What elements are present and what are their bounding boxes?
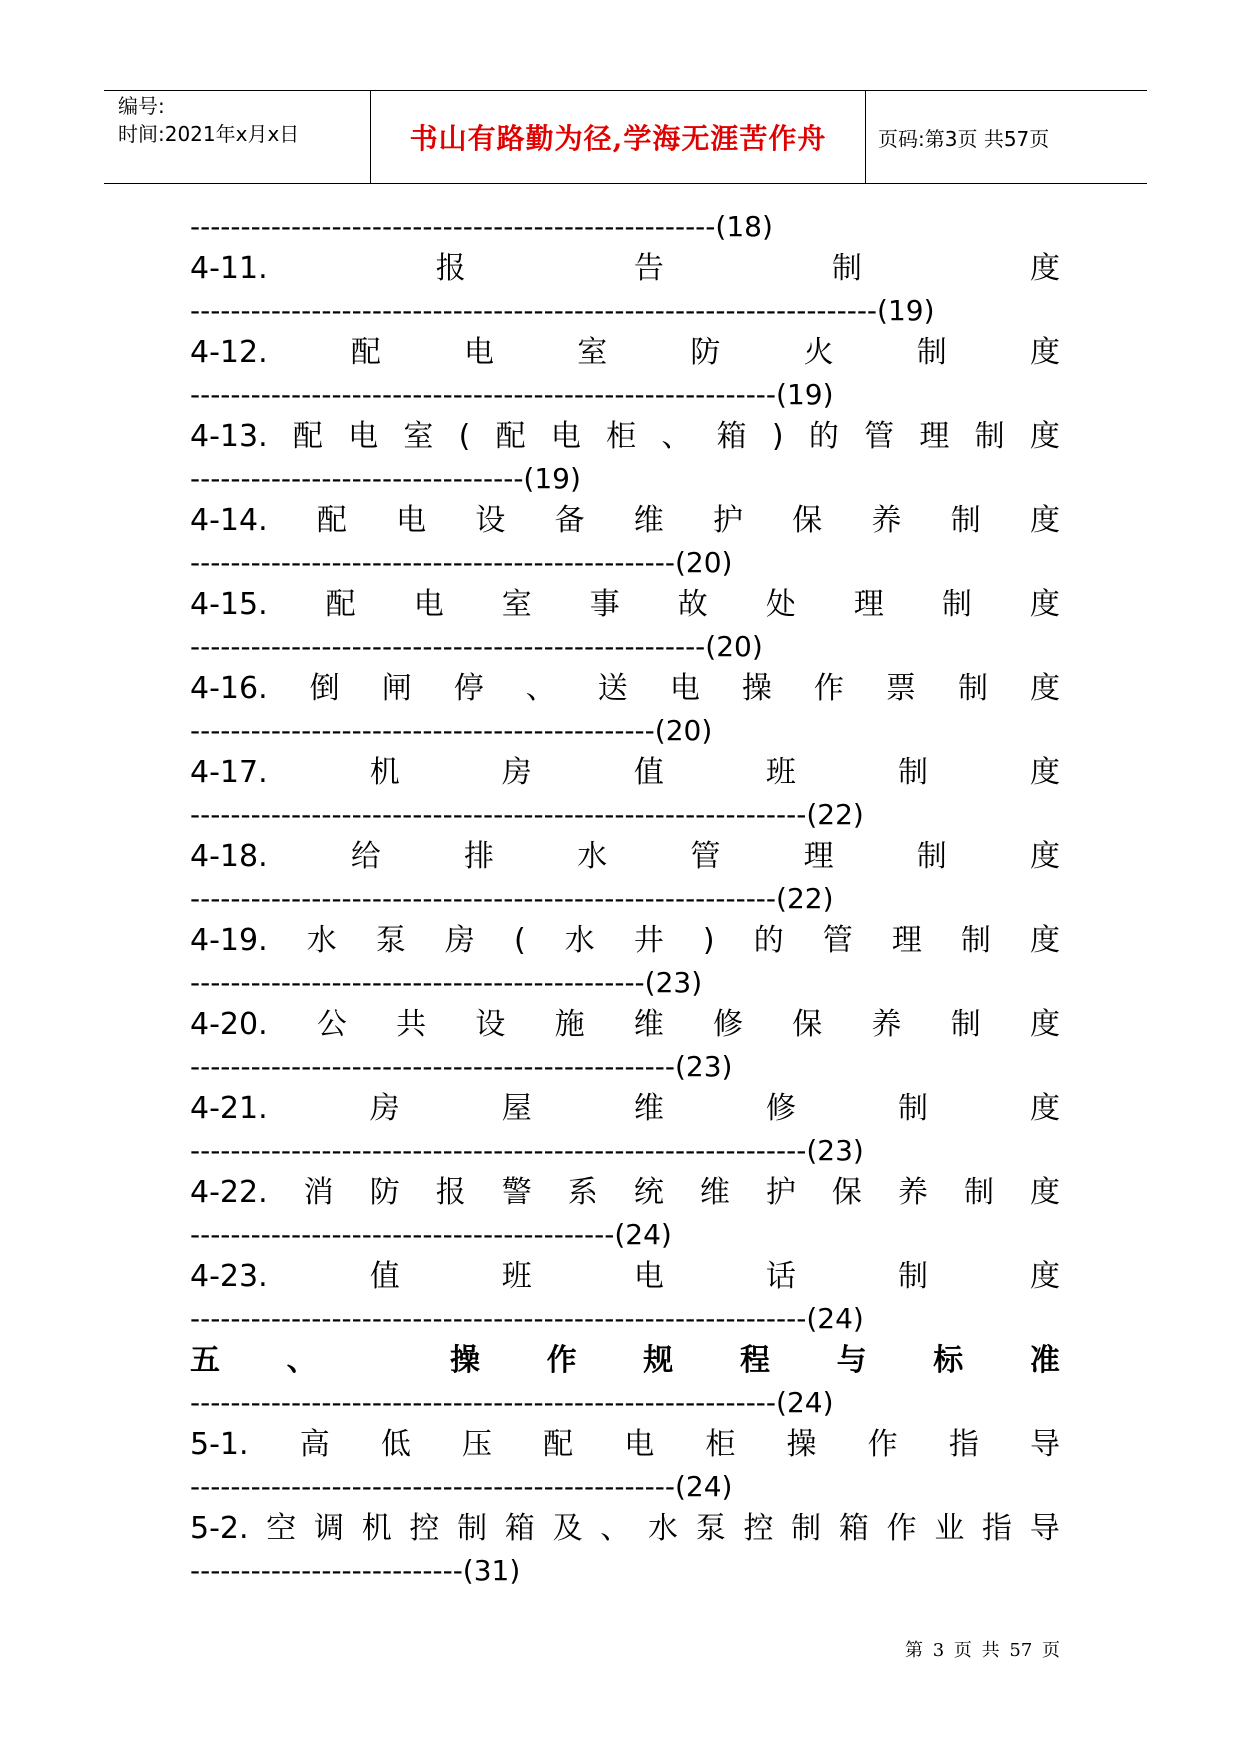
- toc-entry-char: 空: [266, 1511, 297, 1546]
- toc-entry-char: 报: [435, 251, 466, 286]
- toc-entry-char: 机: [369, 755, 400, 790]
- toc-entry-char: 机: [361, 1511, 392, 1546]
- toc-entry-char: 倒: [309, 671, 340, 706]
- toc-entry-char: 导: [1029, 1427, 1060, 1462]
- toc-entry-char: 维: [633, 1007, 664, 1042]
- table-of-contents: [190, 206, 1060, 1592]
- toc-entry-char: 修: [765, 1091, 796, 1126]
- toc-page-ref: (24): [614, 1218, 672, 1251]
- toc-entry-char: 、: [600, 1511, 631, 1546]
- toc-entry-char: 、: [286, 1343, 317, 1378]
- toc-entry-char: 理: [853, 587, 884, 622]
- toc-entry-char: 制: [941, 587, 972, 622]
- toc-entry-char: 室: [577, 335, 608, 370]
- toc-entry-char: 事: [589, 587, 620, 622]
- toc-entry-char: 水: [577, 839, 608, 874]
- toc-entry-char: 度: [1030, 1259, 1060, 1294]
- toc-entry-char: 维: [633, 503, 664, 538]
- toc-entry-title[interactable]: [190, 332, 1060, 374]
- toc-entry-char: 报: [435, 1175, 466, 1210]
- toc-dashes: ---------------------------------: [190, 462, 524, 495]
- toc-entry-title[interactable]: [190, 668, 1060, 710]
- toc-dashes: ------------------------------------------: [190, 1218, 615, 1251]
- toc-entry-char: 制: [897, 1091, 928, 1126]
- toc-entry-number: 4-21.: [190, 1091, 268, 1126]
- toc-entry-number: 4-14.: [190, 503, 268, 538]
- toc-entry-char: 制: [457, 1511, 488, 1546]
- toc-dashes: ------------------------------------------------: [190, 1050, 675, 1083]
- toc-entry-char: 配: [325, 587, 356, 622]
- toc-dashes: ------------------------------------------------: [190, 1470, 675, 1503]
- toc-entry-char: 理: [919, 419, 950, 454]
- toc-entry-char: 及: [552, 1511, 583, 1546]
- toc-entry-char: 班: [501, 1259, 532, 1294]
- page-header: [104, 90, 1147, 184]
- toc-entry-char: 制: [950, 503, 981, 538]
- toc-entry-char: 制: [963, 1175, 994, 1210]
- toc-entry-char: 管: [690, 839, 721, 874]
- toc-entry-title[interactable]: [190, 1508, 1060, 1550]
- toc-entry-title[interactable]: [190, 1424, 1060, 1466]
- toc-entry-char: 管: [864, 419, 895, 454]
- toc-entry-char: (: [458, 419, 471, 454]
- toc-entry-char: 处: [765, 587, 796, 622]
- toc-entry-number: 4-15.: [190, 587, 268, 622]
- toc-entry-char: 操: [786, 1427, 817, 1462]
- toc-leader-line: [190, 1214, 1060, 1256]
- toc-entry-char: 电: [348, 419, 379, 454]
- toc-entry-title[interactable]: [190, 836, 1060, 878]
- toc-leader-line: [190, 542, 1060, 584]
- toc-leader-line: [190, 794, 1060, 836]
- toc-entry-char: 电: [550, 419, 581, 454]
- toc-entry-title[interactable]: [190, 584, 1060, 626]
- toc-leader-line: [190, 710, 1060, 752]
- toc-entry-char: 导: [1029, 1511, 1060, 1546]
- toc-entry-char: 业: [934, 1511, 965, 1546]
- toc-leader-line: [190, 290, 1060, 332]
- toc-entry-char: ): [702, 923, 715, 958]
- toc-leader-line: [190, 1382, 1060, 1424]
- toc-entry-char: 度: [1030, 1091, 1060, 1126]
- toc-entry-char: 保: [831, 1175, 862, 1210]
- toc-entry-char: 制: [957, 671, 988, 706]
- toc-entry-char: 指: [982, 1511, 1013, 1546]
- toc-entry-char: 柜: [705, 1427, 736, 1462]
- toc-entry-title[interactable]: [190, 248, 1060, 290]
- toc-entry-char: 设: [475, 503, 506, 538]
- toc-entry-char: 度: [1030, 251, 1060, 286]
- toc-entry-number: 4-12.: [190, 335, 268, 370]
- toc-entry-char: 电: [633, 1259, 664, 1294]
- toc-entry-char: 作: [886, 1511, 917, 1546]
- toc-entry-char: 排: [464, 839, 494, 874]
- toc-dashes: ----------------------------------------------------------: [190, 882, 777, 915]
- toc-entry-number: 4-16.: [190, 671, 268, 706]
- toc-entry-number: 4-22.: [190, 1175, 268, 1210]
- toc-dashes: --------------------------------------------------------------------: [190, 294, 878, 327]
- toc-entry-char: 制: [916, 335, 947, 370]
- document-time-label: 时间:2021年x月x日: [118, 122, 300, 146]
- toc-entry-char: 制: [960, 923, 991, 958]
- toc-entry-char: 护: [765, 1175, 796, 1210]
- toc-entry-number: 5-2.: [190, 1511, 249, 1546]
- toc-entry-char: 、: [661, 419, 692, 454]
- toc-entry-char: 度: [1029, 587, 1060, 622]
- toc-entry-char: 度: [1029, 1007, 1060, 1042]
- toc-page-ref: (20): [674, 546, 733, 579]
- toc-entry-char: 护: [713, 503, 744, 538]
- toc-entry-char: 操: [741, 671, 772, 706]
- toc-entry-char: 准: [1029, 1343, 1060, 1378]
- header-center-cell: [371, 91, 866, 183]
- toc-entry-char: ): [771, 419, 784, 454]
- toc-entry-char: 度: [1029, 335, 1060, 370]
- toc-page-ref: (18): [715, 210, 773, 243]
- toc-entry-char: 配: [316, 503, 347, 538]
- toc-entry-char: 高: [299, 1427, 330, 1462]
- toc-dashes: -------------------------------------------------------------: [190, 1302, 807, 1335]
- toc-entry-char: 房: [501, 755, 532, 790]
- toc-entry-char: 调: [313, 1511, 344, 1546]
- toc-entry-char: 作: [813, 671, 844, 706]
- toc-leader-line: [190, 374, 1060, 416]
- toc-entry-char: 备: [554, 503, 585, 538]
- toc-entry-char: 度: [1029, 839, 1060, 874]
- toc-entry-char: 电: [396, 503, 427, 538]
- toc-entry-char: 养: [871, 503, 902, 538]
- toc-leader-line: [190, 1466, 1060, 1508]
- toc-leader-line: [190, 626, 1060, 668]
- toc-entry-char: 度: [1030, 755, 1060, 790]
- toc-leader-line: [190, 1550, 1060, 1592]
- toc-entry-char: 压: [461, 1427, 492, 1462]
- toc-entry-number: 4-23.: [190, 1259, 268, 1294]
- toc-entry-char: 泵: [695, 1511, 726, 1546]
- toc-entry-char: 水: [648, 1511, 679, 1546]
- toc-entry-char: 公: [316, 1007, 347, 1042]
- toc-page-ref: (23): [806, 1134, 864, 1167]
- toc-dashes: ------------------------------------------------: [190, 546, 675, 579]
- toc-entry-char: 系: [567, 1175, 598, 1210]
- toc-leader-line: [190, 1130, 1060, 1172]
- toc-entry-char: 电: [669, 671, 700, 706]
- toc-dashes: -------------------------------------------------------------: [190, 1134, 807, 1167]
- toc-entry-char: 标: [933, 1343, 964, 1378]
- toc-dashes: ---------------------------------------------: [190, 966, 645, 999]
- header-right-cell: [866, 91, 1147, 183]
- toc-page-ref: (20): [654, 714, 713, 747]
- toc-entry-char: 箱: [838, 1511, 869, 1546]
- toc-dashes: ----------------------------------------------------------: [190, 378, 777, 411]
- toc-entry-char: 制: [974, 419, 1005, 454]
- header-left-cell: [104, 91, 371, 183]
- toc-entry-char: 电: [624, 1427, 655, 1462]
- toc-entry-char: 养: [897, 1175, 928, 1210]
- toc-entry-char: 制: [831, 251, 862, 286]
- toc-entry-char: 理: [803, 839, 834, 874]
- toc-entry-char: 送: [597, 671, 628, 706]
- toc-entry-char: 水: [564, 923, 595, 958]
- toc-leader-line: [190, 1046, 1060, 1088]
- toc-page-ref: (19): [776, 378, 834, 411]
- toc-entry-char: 井: [633, 923, 664, 958]
- toc-page-ref: (24): [806, 1302, 864, 1335]
- toc-entry-char: 配: [350, 335, 381, 370]
- toc-entry-char: 柜: [606, 419, 637, 454]
- toc-entry-char: 房: [444, 923, 475, 958]
- toc-entry-char: 保: [792, 503, 823, 538]
- toc-entry-title[interactable]: [190, 1172, 1060, 1214]
- toc-entry-char: 的: [808, 419, 839, 454]
- toc-entry-char: 控: [409, 1511, 440, 1546]
- toc-dashes: ----------------------------------------------------------: [190, 1386, 777, 1419]
- toc-entry-char: 保: [792, 1007, 823, 1042]
- toc-page-ref: (23): [674, 1050, 733, 1083]
- toc-entry-char: 值: [633, 755, 664, 790]
- toc-dashes: ---------------------------------------------------: [190, 630, 706, 663]
- toc-page-ref: (31): [462, 1554, 521, 1587]
- toc-entry-number: 五: [190, 1343, 220, 1378]
- toc-entry-char: 电: [464, 335, 494, 370]
- toc-entry-char: 制: [791, 1511, 822, 1546]
- toc-entry-char: 维: [633, 1091, 664, 1126]
- toc-entry-char: 、: [525, 671, 556, 706]
- toc-dashes: ----------------------------------------------------: [190, 210, 716, 243]
- toc-entry-char: 的: [753, 923, 784, 958]
- toc-entry-char: 停: [453, 671, 484, 706]
- toc-page-ref: (22): [776, 882, 834, 915]
- toc-entry-title[interactable]: [190, 1256, 1060, 1298]
- toc-entry-char: 作: [546, 1343, 577, 1378]
- toc-entry-title[interactable]: [190, 500, 1060, 542]
- toc-entry-char: 房: [369, 1091, 400, 1126]
- toc-entry-char: 制: [897, 1259, 928, 1294]
- toc-entry-char: 班: [765, 755, 796, 790]
- toc-entry-char: 电: [413, 587, 444, 622]
- toc-leader-line: [190, 458, 1060, 500]
- toc-entry-char: 话: [765, 1259, 796, 1294]
- toc-entry-char: 防: [369, 1175, 400, 1210]
- toc-entry-char: 泵: [375, 923, 406, 958]
- toc-entry-char: 度: [1029, 419, 1060, 454]
- toc-entry-title[interactable]: [190, 1004, 1060, 1046]
- header-page-number: 页码:第3页 共57页: [878, 126, 1050, 151]
- toc-entry-char: 低: [380, 1427, 411, 1462]
- toc-entry-char: 票: [885, 671, 916, 706]
- toc-entry-number: 4-17.: [190, 755, 268, 790]
- toc-entry-char: 管: [822, 923, 853, 958]
- toc-entry-char: 室: [403, 419, 434, 454]
- toc-entry-char: 制: [950, 1007, 981, 1042]
- toc-page-ref: (19): [523, 462, 581, 495]
- toc-entry-char: 养: [871, 1007, 902, 1042]
- toc-page-ref: (24): [674, 1470, 733, 1503]
- toc-entry-number: 4-20.: [190, 1007, 268, 1042]
- toc-entry-number: 4-11.: [190, 251, 268, 286]
- toc-entry-char: 火: [803, 335, 834, 370]
- toc-entry-char: 施: [554, 1007, 585, 1042]
- toc-entry-number: 4-13.: [190, 419, 268, 454]
- toc-entry-char: 配: [292, 419, 323, 454]
- toc-entry-char: 配: [543, 1427, 574, 1462]
- toc-entry-char: 水: [306, 923, 337, 958]
- toc-entry-number: 4-19.: [190, 923, 268, 958]
- toc-page-ref: (19): [877, 294, 935, 327]
- toc-entry-char: 度: [1029, 503, 1060, 538]
- toc-entry-number: 5-1.: [190, 1427, 249, 1462]
- toc-entry-char: 箱: [716, 419, 747, 454]
- toc-entry-char: 维: [699, 1175, 730, 1210]
- toc-entry-title[interactable]: [190, 416, 1060, 458]
- toc-leader-line: [190, 878, 1060, 920]
- toc-entry-title[interactable]: [190, 1340, 1060, 1382]
- toc-entry-char: 修: [713, 1007, 744, 1042]
- toc-entry-char: 理: [891, 923, 922, 958]
- page-footer: 第 3 页 共 57 页: [905, 1640, 1060, 1661]
- toc-leader-line: [190, 206, 1060, 248]
- toc-entry-char: 设: [475, 1007, 506, 1042]
- toc-entry-char: 规: [643, 1343, 674, 1378]
- toc-entry-char: 告: [633, 251, 664, 286]
- toc-entry-char: 屋: [501, 1091, 532, 1126]
- toc-entry-title[interactable]: [190, 752, 1060, 794]
- toc-entry-char: 度: [1030, 923, 1060, 958]
- toc-entry-char: 防: [690, 335, 721, 370]
- toc-entry-char: 值: [369, 1259, 400, 1294]
- toc-entry-char: 制: [897, 755, 928, 790]
- toc-entry-char: 指: [948, 1427, 979, 1462]
- toc-entry-title[interactable]: [190, 920, 1060, 962]
- toc-entry-char: 制: [916, 839, 947, 874]
- toc-leader-line: [190, 962, 1060, 1004]
- toc-dashes: -------------------------------------------------------------: [190, 798, 807, 831]
- toc-entry-char: 配: [495, 419, 526, 454]
- toc-entry-char: 度: [1030, 1175, 1060, 1210]
- toc-dashes: ----------------------------------------------: [190, 714, 655, 747]
- toc-leader-line: [190, 1298, 1060, 1340]
- toc-page-ref: (20): [705, 630, 763, 663]
- document-number-label: 编号:: [118, 94, 165, 118]
- toc-entry-char: 闸: [381, 671, 412, 706]
- toc-entry-number: 4-18.: [190, 839, 268, 874]
- toc-entry-char: 共: [396, 1007, 427, 1042]
- toc-entry-char: 操: [449, 1343, 480, 1378]
- toc-entry-char: 故: [677, 587, 708, 622]
- toc-page-ref: (23): [644, 966, 703, 999]
- toc-entry-char: 与: [836, 1343, 867, 1378]
- toc-entry-char: 作: [867, 1427, 898, 1462]
- header-motto: 书山有路勤为径,学海无涯苦作舟: [409, 122, 827, 155]
- toc-page-ref: (22): [806, 798, 864, 831]
- toc-entry-title[interactable]: [190, 1088, 1060, 1130]
- toc-entry-char: 控: [743, 1511, 774, 1546]
- toc-entry-char: 箱: [504, 1511, 535, 1546]
- toc-entry-char: 消: [303, 1175, 334, 1210]
- toc-entry-char: 室: [501, 587, 532, 622]
- toc-entry-char: 给: [350, 839, 381, 874]
- toc-dashes: ---------------------------: [190, 1554, 463, 1587]
- toc-entry-char: 程: [739, 1343, 770, 1378]
- toc-entry-char: (: [513, 923, 526, 958]
- toc-entry-char: 警: [501, 1175, 532, 1210]
- toc-page-ref: (24): [776, 1386, 834, 1419]
- toc-entry-char: 统: [633, 1175, 664, 1210]
- toc-entry-char: 度: [1029, 671, 1060, 706]
